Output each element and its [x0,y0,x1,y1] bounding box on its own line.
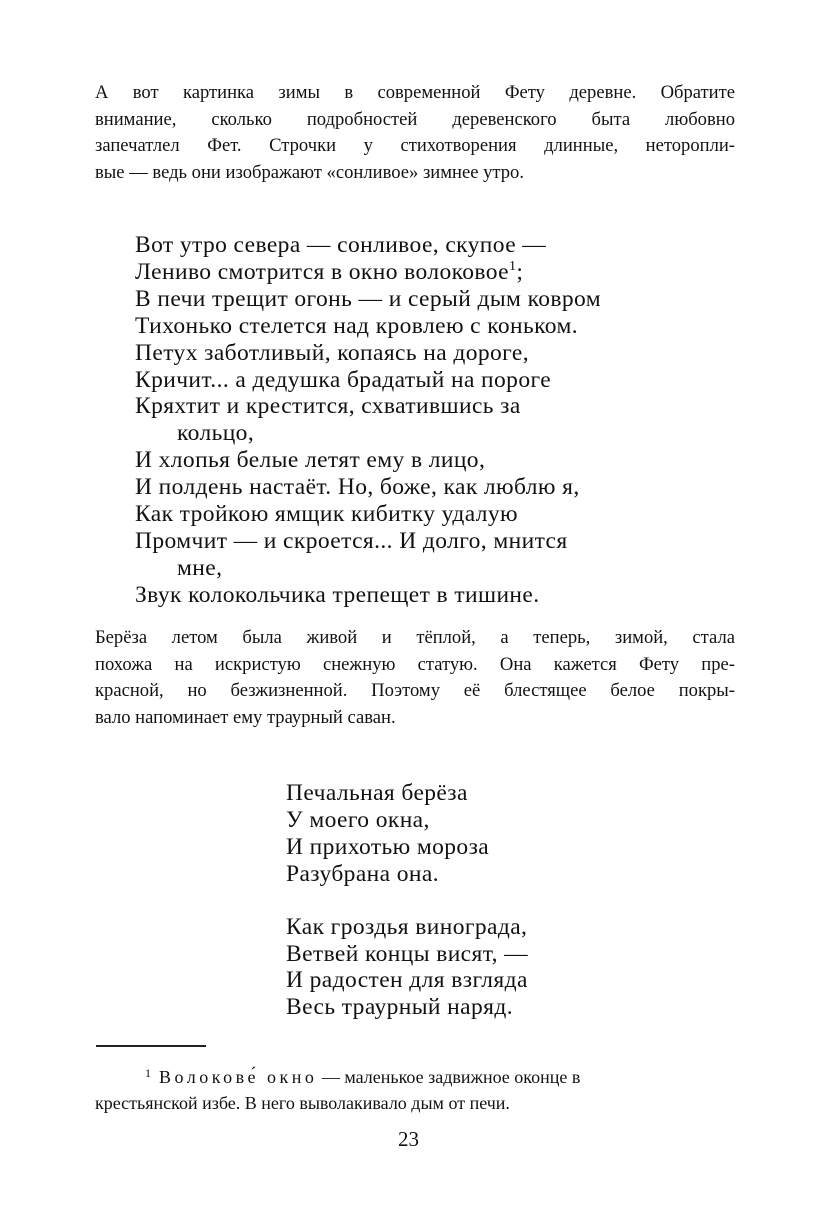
poem-line: И хлопья белые летят ему в лицо, [135,447,486,474]
poem-line: Вот утро севера — сонливое, скупое — [135,232,547,258]
stanza-break [286,888,528,914]
poem-line: Разубрана она. [286,860,439,887]
poem-line: И прихотью мороза [286,833,490,860]
poem-line: Промчит — и скроется... И долго, мнится [135,527,568,554]
middle-line-4: вало напоминает ему траурный саван. [95,706,396,728]
poem-line: Кричит... а дедушка брадатый на пороге [135,366,552,393]
intro-line-1: А вот картинка зимы в современной Фету деревне. Обратите [95,82,735,103]
poem-line-punctuation: ; [516,258,524,285]
poem-line: Кряхтит и крестится, схватившись за [135,393,521,420]
intro-paragraph [95,80,735,186]
footnote-term: Волокове́ окно [159,1067,318,1087]
poem-line: Весь траурный наряд. [286,994,513,1021]
poem-line: И полдень настаёт. Но, боже, как люблю я, [135,474,580,501]
footnote-definition: — маленькое задвижное оконце в [317,1067,581,1087]
poem-line: Звук колокольчика трепещет в тишине. [135,581,540,608]
intro-line-2: внимание, сколько подробностей деревенского быта любовно [95,108,735,130]
poem-line-continuation: кольцо, [177,420,255,447]
poem-line: Ветвей концы висят, — [286,940,529,967]
intro-line-4: вые — ведь они изображают «сонливое» зимнее утро. [95,161,524,183]
middle-line-3: красной, но безжизненной. Поэтому её блестящее белое покры- [95,680,735,701]
footnote-reference[interactable]: 1 [509,258,517,274]
poem-line: И радостен для взгляда [286,967,528,994]
poem-line: У моего окна, [286,806,430,833]
middle-line-2: похожа на искристую снежную статую. Она кажется Фету пре- [95,653,735,675]
poem-line: Печальная берёза [286,780,468,806]
poem-line: Как гроздья винограда, [286,913,528,940]
footnote-divider [96,1045,206,1047]
poem-winter-morning [135,232,601,609]
poem-line: Петух заботливый, копаясь на дороге, [135,339,529,366]
footnote-line-2: крестьянской избе. В него выволакивало дым от печи. [95,1093,510,1113]
intro-line-3: запечатлел Фет. Строчки у стихотворения длинные, неторопли- [95,135,735,156]
poem-line-text: Лениво смотрится в окно волоковое [135,258,509,285]
middle-paragraph [95,625,735,731]
poem-line: Тихонько стелется над кровлею с коньком. [135,312,579,339]
poem-line-continuation: мне, [177,554,223,581]
footnote [95,1060,740,1116]
poem-sad-birch [286,780,528,1021]
poem-line-with-footnote [135,259,601,286]
middle-line-1: Берёза летом была живой и тёплой, а теперь, зимой, стала [95,627,735,648]
footnote-line-1 [95,1060,740,1090]
poem-line: Как тройкою ямщик кибитку удалую [135,501,518,528]
poem-line: В печи трещит огонь — и серый дым ковром [135,285,601,312]
footnote-mark: 1 [145,1066,151,1080]
page-number: 23 [398,1127,419,1151]
